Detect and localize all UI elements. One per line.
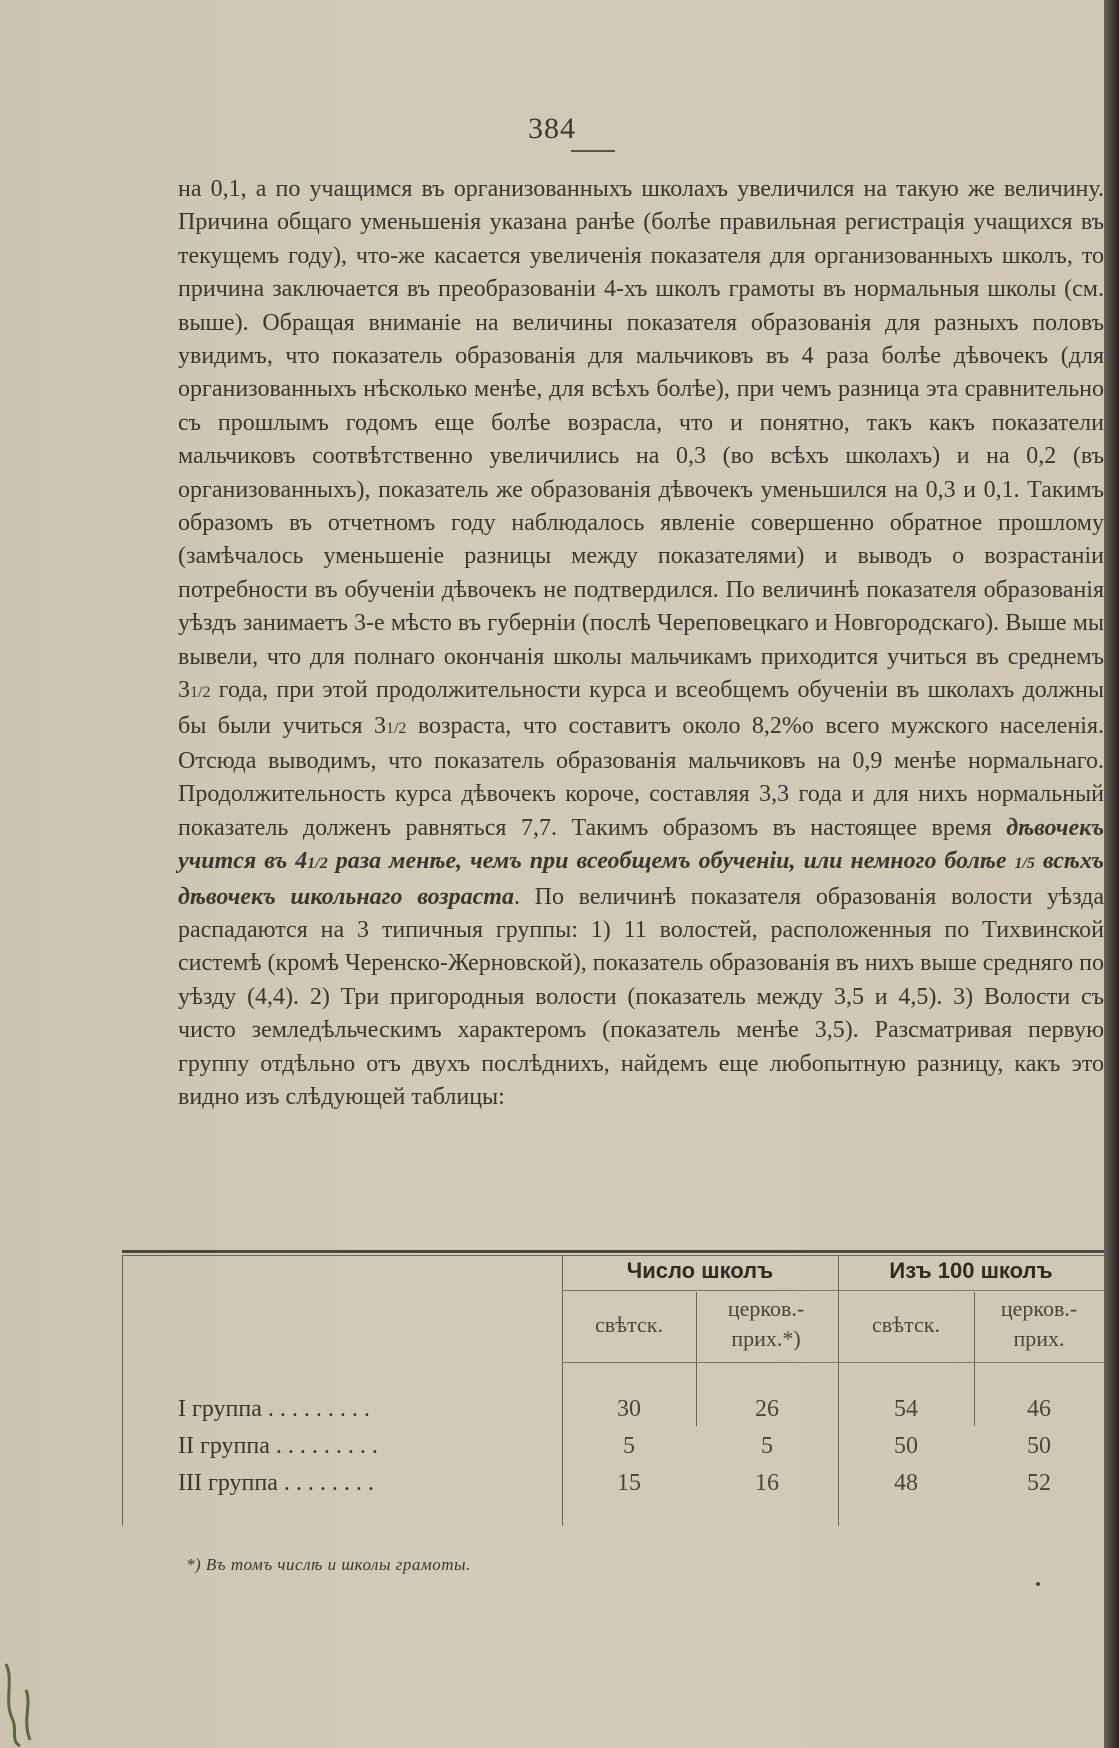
row-label: II группа . . . . . . . . . [178, 1433, 378, 1459]
subheader-parish: церков.-прих.*) [727, 1296, 805, 1351]
header-per-100-schools: Изъ 100 школъ [889, 1258, 1053, 1283]
fraction-1: 1/2 [190, 684, 211, 702]
paragraph-text-4: . По величинѣ показателя образованія волости уѣзда распадаются на 3 типичныя группы: 1) 11 волостей, расположенныя по Тихвинской системѣ (кромѣ Черенско-Жерновской), показатель образованія въ нихъ выше средняго по уѣзду (4,4). 2) Три пригородныя волости (показатель между 3,5 и 4,5). 3) Волости съ чисто земледѣльческимъ характеромъ (показатель менѣе 3,5). Разсматривая первую группу отдѣльно отъ двухъ послѣднихъ, найдемъ еще любопытную разницу, какъ это видно изъ слѣдующей таблицы: [178, 883, 1104, 1110]
fraction-4: 1/5 [1014, 855, 1035, 873]
table-cell: 52 [1027, 1470, 1051, 1496]
page-number: 384 [528, 112, 576, 145]
table-top-rule [122, 1250, 1104, 1253]
table-divider [562, 1290, 1104, 1291]
table-top-rule-thin [122, 1255, 1104, 1256]
italic-emphasis-1: дѣвочекъ учится въ 4 [178, 814, 1104, 875]
table-cell: 16 [755, 1470, 779, 1496]
handwritten-mark-icon [0, 1660, 40, 1748]
table-cell: 48 [894, 1470, 918, 1496]
table-divider [562, 1362, 1104, 1363]
ink-speck [1036, 1582, 1040, 1586]
table-cell: 5 [623, 1433, 635, 1459]
page-number-underline [571, 150, 615, 152]
row-label: III группа . . . . . . . . [178, 1470, 374, 1496]
header-number-of-schools: Число школъ [626, 1258, 774, 1283]
table-cell: 26 [755, 1396, 779, 1422]
table-cell: 54 [894, 1396, 918, 1422]
table-cell: 50 [1027, 1433, 1051, 1459]
table-row [122, 1433, 1104, 1471]
table-row [122, 1470, 1104, 1508]
paragraph-text-1: на 0,1, а по учащимся въ организованныхъ школахъ увеличился на такую же величину. Причина общаго уменьшенія указана ранѣе (болѣе правильная регистрація учащихся въ текущемъ году), что-же касается увеличенія показателя для организованныхъ школъ, то причина заключается въ преобразованіи 4-хъ школъ грамоты въ нормальныя школы (см. выше). Обращая вниманіе на величины показателя образованія для разныхъ половъ увидимъ, что показатель образованія для мальчиковъ въ 4 раза болѣе дѣвочекъ (для организованныхъ нѣсколько менѣе, для всѣхъ болѣе), при чемъ разница эта сравнительно съ прошлымъ годомъ еще болѣе возрасла, что и понятно, такъ какъ показатели мальчиковъ соотвѣтственно увеличились на 0,3 (во всѣхъ школахъ) и на 0,2 (въ организованныхъ), показатель же образованія дѣвочекъ уменьшился на 0,3 и 0,1. Такимъ образомъ въ отчетномъ году наблюдалось явленіе совершенно обратное прошлому (замѣчалось уменьшеніе разницы между показателями) и выводъ о возрастаніи потребности въ обученіи дѣвочекъ не подтвердился. По величинѣ показателя образованія уѣздъ занимаетъ 3-е мѣсто въ губерніи (послѣ Череповецкаго и Новгородскаго). Выше мы вывели, что для полнаго окончанія школы мальчикамъ приходится учиться въ среднемъ 3 [178, 176, 1104, 704]
subheader-secular: свѣтск. [595, 1312, 663, 1337]
subheader-secular-pct: свѣтск. [872, 1312, 940, 1337]
table-cell: 46 [1027, 1396, 1051, 1422]
table-cell: 5 [761, 1433, 773, 1459]
fraction-3: 1/2 [307, 855, 328, 873]
table-cell: 15 [617, 1470, 641, 1496]
body-paragraph [178, 173, 1104, 1114]
italic-emphasis-3: всѣхъ дѣвочекъ школьнаго возраста [178, 848, 1104, 910]
table-row [122, 1396, 1104, 1434]
paragraph-text-3: возраста, что составитъ около 8,2%о всего мужского населенія. Отсюда выводимъ, что показатель образованія мальчиковъ на 0,9 менѣе нормальнаго. Продолжительность курса дѣвочекъ короче, составляя 3,3 года и для нихъ нормальный показатель долженъ равняться 7,7. Такимъ образомъ въ настоящее время [178, 712, 1104, 841]
schools-table [122, 1250, 1104, 1530]
subheader-parish-pct: церков.-прих. [1000, 1296, 1078, 1351]
paragraph-text-2: года, при этой продолжительности курса и всеобщемъ обученіи въ школахъ должны бы были учиться 3 [178, 677, 1104, 739]
table-cell: 30 [617, 1396, 641, 1422]
italic-emphasis-2: раза менѣе, чемъ при всеобщемъ обученіи, или немного болѣе [327, 848, 1015, 875]
table-cell: 50 [894, 1433, 918, 1459]
row-label: I группа . . . . . . . . . [178, 1396, 370, 1422]
fraction-2: 1/2 [385, 719, 407, 737]
footnote: *) Въ томъ числѣ и школы грамоты. [186, 1555, 471, 1574]
book-spine-edge [1104, 0, 1119, 1748]
